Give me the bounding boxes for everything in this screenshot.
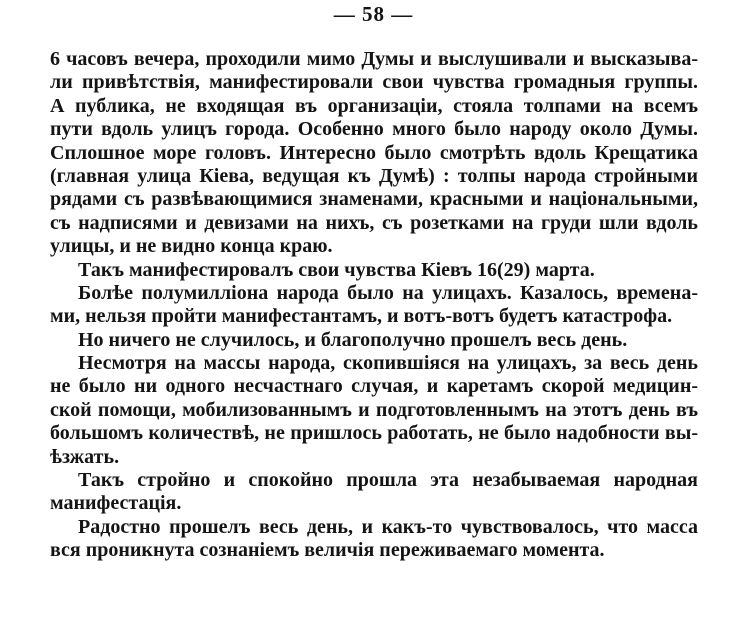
- text-line: ми, нельзя пройти манифестантамъ, и вотъ-вотъ будетъ катастрофа.: [50, 305, 673, 328]
- text-line: рядами съ развѣвающимися знаменами, красными и національными,: [50, 188, 698, 211]
- text-line: Но ничего не случилось, и благополучно прошелъ весь день.: [78, 328, 628, 351]
- text-line: А публика, не входящая въ организаціи, стояла толпами на всемъ: [50, 94, 698, 117]
- page-number: — 58 —: [333, 2, 414, 26]
- text-line: Такъ стройно и спокойно прошла эта незабываемая народная: [78, 469, 698, 492]
- text-line: пути вдоль улицъ города. Особенно много было народу около Думы.: [50, 118, 698, 141]
- text-line: (главная улица Кіева, ведущая къ Думѣ) : толпы народа стройными: [50, 164, 698, 187]
- text-line: 6 часовъ вечера, проходили мимо Думы и выслушивали и высказыва-: [50, 48, 698, 70]
- body-text: [50, 48, 698, 563]
- text-line: не было ни одного несчастнаго случая, и каретамъ скорой медицин-: [50, 375, 698, 398]
- text-line: вся проникнута сознаніемъ величія переживаемаго момента.: [50, 539, 605, 562]
- text-line: манифестація.: [50, 492, 182, 515]
- text-line: Такъ манифестировалъ свои чувства Кіевъ 16(29) марта.: [78, 258, 595, 281]
- text-line: ской помощи, мобилизованнымъ и подготовленнымъ на этотъ день въ: [50, 398, 698, 421]
- text-line: Несмотря на массы народа, скопившіяся на улицахъ, за весь день: [78, 352, 698, 375]
- text-line: съ надписями и девизами на нихъ, съ розетками на груди шли вдоль: [50, 211, 698, 234]
- text-line: ли привѣтствія, манифестировали свои чувства громадныя группы.: [50, 71, 698, 94]
- text-line: ѣзжать.: [50, 445, 120, 468]
- text-line: Болѣе полумилліона народа было на улицахъ. Казалось, времена-: [78, 281, 698, 304]
- text-line: Сплошное море головъ. Интересно было смотрѣть вдоль Крещатика: [50, 141, 698, 164]
- text-line: Радостно прошелъ весь день, и какъ-то чувствовалось, что масса: [78, 515, 698, 538]
- text-line: улицы, и не видно конца краю.: [50, 235, 333, 258]
- text-line: большомъ количествѣ, не пришлось работать, не было надобности вы-: [50, 422, 698, 445]
